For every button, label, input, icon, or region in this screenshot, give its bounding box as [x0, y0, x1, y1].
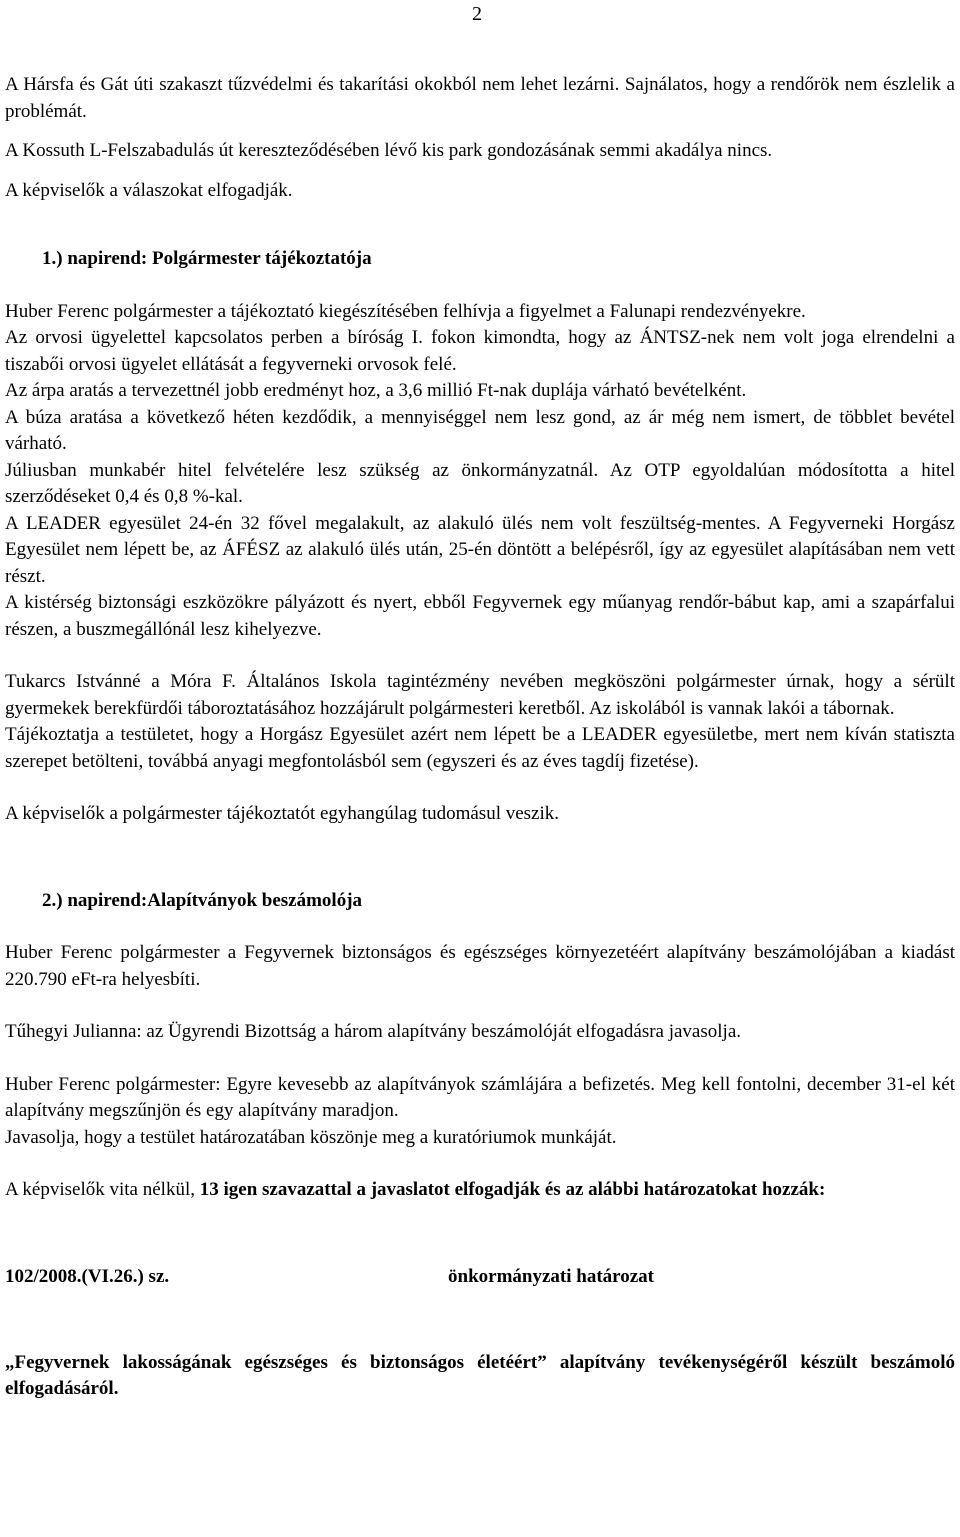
resolution-type: önkormányzati határozat [448, 1265, 654, 1287]
agenda-1-heading: 1.) napirend: Polgármester tájékoztatója [42, 248, 372, 269]
document-body [5, 72, 955, 1403]
paragraph-vote [5, 1177, 955, 1204]
page-number: 2 [472, 3, 482, 25]
paragraph-answers-accepted: A képviselők a válaszokat elfogadják. [5, 179, 293, 201]
paragraph-buza-aratas: A búza aratása a következő héten kezdődik, a mennyiséggel nem lesz gond, az ár még nem ismert, de többlet bevétel várható. [5, 406, 955, 454]
paragraph-kisterseg: A kistérség biztonsági eszközökre pályázott és nyert, ebből Fegyvernek egy műanyag rendőr-bábut kap, ami a szapárfalui részen, a buszmegállónál lesz kihelyezve. [5, 592, 955, 640]
paragraph-falunapi: Huber Ferenc polgármester a tájékoztató kiegészítésében felhívja a figyelmet a Falunapi rendezvényekre. [5, 300, 806, 322]
resolution-title: „Fegyvernek lakosságának egészséges és biztonságos életéért” alapítvány tevékenységéről készült beszámoló elfogadásáról. [5, 1351, 955, 1399]
vote-lead: A képviselők vita nélkül, [5, 1179, 200, 1200]
agenda-2-heading: 2.) napirend:Alapítványok beszámolója [42, 889, 363, 911]
paragraph-huber-helyesbit: Huber Ferenc polgármester a Fegyvernek biztonságos és egészséges környezetéért alapítvány beszámolójában a kiadást 220.790 eFt-ra helyesbíti. [5, 942, 955, 990]
paragraph-horgasz: Tájékoztatja a testületet, hogy a Horgász Egyesület azért nem lépett be a LEADER egyesületbe, mert nem kíván statiszta szerepet betölteni, továbbá anyagi megfontolásból sem (egyszeri és az éves tagdíj fizetése). [5, 724, 955, 772]
resolution-number: 102/2008.(VI.26.) sz. [5, 1265, 170, 1287]
paragraph-arpa-aratas: Az árpa aratás a tervezettnél jobb eredményt hoz, a 3,6 millió Ft-nak duplája várható bevételként. [5, 380, 747, 401]
paragraph-kossuth-park: A Kossuth L-Felszabadulás út kereszteződésében lévő kis park gondozásának semmi akadálya nincs. [5, 140, 773, 161]
paragraph-tajekoztato-accepted: A képviselők a polgármester tájékoztatót egyhangúlag tudomásul veszik. [5, 803, 560, 824]
paragraph-leader: A LEADER egyesület 24-én 32 fővel megalakult, az alakuló ülés nem volt feszültség-mentes. A Fegyverneki Horgász Egyesület nem lépett be, az ÁFÉSZ az alakuló ülés után, 25-én döntött a belépésről, így az egyesület alapításában nem vett részt. [5, 512, 955, 587]
paragraph-huber-befizetes: Huber Ferenc polgármester: Egyre kevesebb az alapítványok számlájára a befizetés. Meg kell fontolni, december 31-el két alapítvány megszűnjön és egy alapítvány maradjon. [5, 1073, 955, 1121]
paragraph-harsfa-gat: A Hársfa és Gát úti szakaszt tűzvédelmi és takarítási okokból nem lehet lezárni. Sajnálatos, hogy a rendőrök nem észlelik a problémát. [5, 74, 955, 122]
paragraph-tuhegyi: Tűhegyi Julianna: az Ügyrendi Bizottság a három alapítvány beszámolóját elfogadásra javasolja. [5, 1021, 741, 1042]
paragraph-kuratorium: Javasolja, hogy a testület határozatában köszönje meg a kuratóriumok munkáját. [5, 1126, 617, 1148]
paragraph-orvosi-ugyelet: Az orvosi ügyelettel kapcsolatos perben a bíróság I. fokon kimondta, hogy az ÁNTSZ-nek nem volt joga elrendelni a tiszabői orvosi ügyelet ellátását a fegyverneki orvosok felé. [5, 327, 955, 375]
resolution-header [5, 1264, 955, 1290]
vote-result: 13 igen szavazattal a javaslatot elfogadják és az alábbi határozatokat hozzák: [199, 1179, 826, 1200]
paragraph-munkaber-hitel: Júliusban munkabér hitel felvételére lesz szükség az önkormányzatnál. Az OTP egyoldalúan módosította a hitel szerződéseket 0,4 és 0,8 %-kal. [5, 459, 955, 507]
paragraph-tukarcs: Tukarcs Istvánné a Móra F. Általános Iskola tagintézmény nevében megköszöni polgármester úrnak, hogy a sérült gyermekek berekfürdői táboroztatásához hozzájárult polgármesteri keretből. Az iskolából is vannak lakói a tábornak. [5, 671, 955, 719]
